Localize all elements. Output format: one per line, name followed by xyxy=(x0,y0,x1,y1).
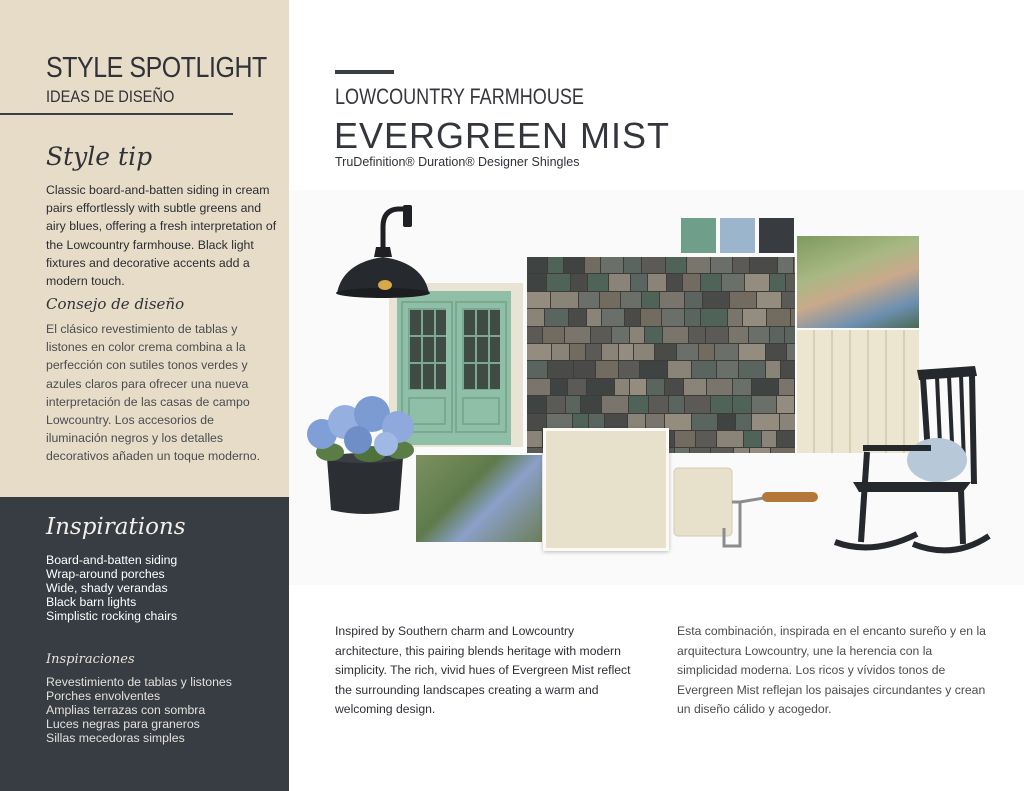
barn-light-icon xyxy=(333,205,438,300)
cream-paint-swatch xyxy=(543,428,669,551)
family-photo xyxy=(797,236,919,328)
list-item: Sillas mecedoras simples xyxy=(46,731,185,745)
description-spanish: Esta combinación, inspirada en el encanto sureño y en la arquitectura Lowcountry, une la herencia con la simplicidad moderna. Los ricos y vívidos tonos de Evergreen Mist reflejan los paisajes circundantes y crean un diseño cálido y acogedor. xyxy=(677,624,986,716)
list-item: Wide, shady verandas xyxy=(46,581,168,595)
description-english: Inspired by Southern charm and Lowcountry architecture, this pairing blends heritage with modern simplicity. The rich, vivid hues of Evergreen Mist reflect the surrounding landscapes creating a warm and welcoming design. xyxy=(335,624,631,716)
charcoal-swatch xyxy=(759,218,794,253)
style-tip-text: Classic board-and-batten siding in cream pairs effortlessly with subtle greens and airy blues, offering a fresh interpretation of the Lowcountry farmhouse. Black light fixtures and decorative accents add a modern touch. xyxy=(46,183,277,289)
list-item: Board-and-batten siding xyxy=(46,553,178,567)
rocking-chair-icon xyxy=(833,364,991,556)
paint-roller-icon xyxy=(672,466,822,550)
list-item: Luces negras para graneros xyxy=(46,717,200,731)
consejo-heading: Consejo de diseño xyxy=(46,295,185,313)
list-item: Wrap-around porches xyxy=(46,567,165,581)
product-name: EVERGREEN MIST xyxy=(334,115,671,156)
hydrangea-planter-icon xyxy=(300,392,430,517)
inspiraciones-list xyxy=(46,675,232,745)
sidebar-dark-panel xyxy=(0,497,289,791)
garden-photo xyxy=(416,455,542,542)
inspirations-list xyxy=(46,553,177,623)
consejo-text: El clásico revestimiento de tablas y listones en color crema combina a la perfección con sutiles tonos verdes y azules claros para ofrecer una nueva interpretación de las casas de campo Lowcountry. Los accesorios de iluminación negros y los detalles decorativos añaden un toque moderno. xyxy=(46,322,260,464)
list-item: Revestimiento de tablas y listones xyxy=(46,675,232,689)
list-item: Black barn lights xyxy=(46,595,137,609)
title-divider xyxy=(0,113,233,115)
style-spotlight-subtitle: IDEAS DE DISEÑO xyxy=(46,87,175,106)
green-swatch xyxy=(681,218,716,253)
inspiraciones-heading: Inspiraciones xyxy=(46,652,135,667)
style-tip-heading: Style tip xyxy=(46,142,153,171)
style-spotlight-title: STYLE SPOTLIGHT xyxy=(46,52,267,84)
list-item: Porches envolventes xyxy=(46,689,161,703)
collection-name: LOWCOUNTRY FARMHOUSE xyxy=(335,84,584,109)
product-line: TruDefinition® Duration® Designer Shingles xyxy=(335,155,580,169)
blue-swatch xyxy=(720,218,755,253)
list-item: Simplistic rocking chairs xyxy=(46,609,178,623)
list-item: Amplias terrazas con sombra xyxy=(46,703,206,717)
shingle-sample xyxy=(527,257,795,453)
header-accent-bar xyxy=(335,70,394,74)
inspirations-heading: Inspirations xyxy=(46,514,186,540)
